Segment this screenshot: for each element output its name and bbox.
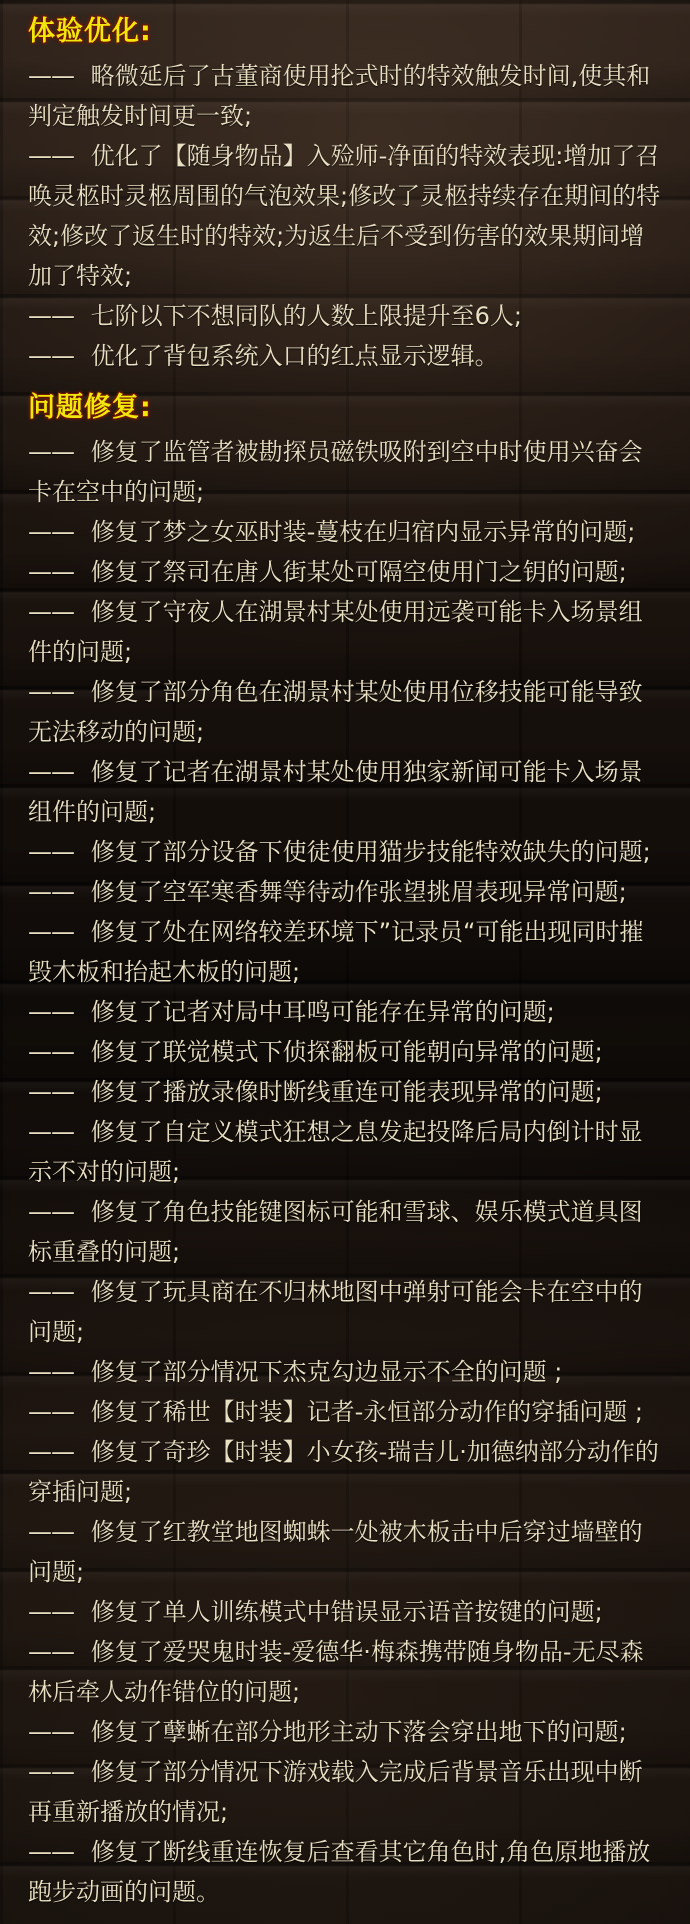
patch-note-item [28, 512, 664, 552]
patch-note-item [28, 552, 664, 592]
patch-note-item [28, 296, 664, 336]
bullet-dash: —— [28, 1718, 74, 1746]
bullet-dash: —— [28, 438, 74, 466]
patch-note-text: 修复了监管者被勘探员磁铁吸附到空中时使用兴奋会卡在空中的问题; [28, 438, 643, 506]
patch-note-text: 修复了守夜人在湖景村某处使用远袭可能卡入场景组件的问题; [28, 598, 643, 666]
bullet-dash: —— [28, 1518, 74, 1546]
patch-note-item [28, 992, 664, 1032]
patch-note-item [28, 672, 664, 752]
bullet-dash: —— [28, 998, 74, 1026]
patch-note-text: 优化了背包系统入口的红点显示逻辑。 [83, 342, 499, 370]
section-bug-fixes [28, 388, 664, 1912]
patch-note-item [28, 752, 664, 832]
bullet-dash: —— [28, 918, 74, 946]
bullet-dash: —— [28, 878, 74, 906]
section-experience-optimization [28, 12, 664, 376]
patch-note-item [28, 1752, 664, 1832]
patch-note-item [28, 432, 664, 512]
bullet-dash: —— [28, 838, 74, 866]
patch-note-text: 修复了孽蜥在部分地形主动下落会穿出地下的问题; [83, 1718, 627, 1746]
patch-note-item [28, 1072, 664, 1112]
bullet-dash: —— [28, 342, 74, 370]
bullet-dash: —— [28, 1758, 74, 1786]
patch-note-text: 修复了爱哭鬼时装-爱德华·梅森携带随身物品-无尽森林后牵人动作错位的问题; [28, 1638, 644, 1706]
patch-note-item [28, 136, 664, 296]
patch-note-item [28, 1352, 664, 1392]
patch-note-text: 修复了自定义模式狂想之息发起投降后局内倒计时显示不对的问题; [28, 1118, 643, 1186]
bullet-dash: —— [28, 1438, 74, 1466]
patch-note-text: 修复了部分情况下杰克勾边显示不全的问题 ; [83, 1358, 563, 1386]
patch-note-item [28, 1192, 664, 1272]
patch-note-item [28, 832, 664, 872]
patch-note-item [28, 1272, 664, 1352]
patch-note-item [28, 56, 664, 136]
patch-note-text: 修复了奇珍【时装】小女孩-瑞吉儿·加德纳部分动作的穿插问题; [28, 1438, 659, 1506]
patch-note-text: 修复了角色技能键图标可能和雪球、娱乐模式道具图标重叠的问题; [28, 1198, 643, 1266]
section-title-experience-optimization: 体验优化: [28, 16, 152, 47]
bullet-dash: —— [28, 1638, 74, 1666]
bullet-dash: —— [28, 302, 74, 330]
bullet-dash: —— [28, 758, 74, 786]
patch-note-text: 修复了联觉模式下侦探翻板可能朝向异常的问题; [83, 1038, 603, 1066]
patch-note-item [28, 1432, 664, 1512]
patch-note-text: 修复了部分设备下使徒使用猫步技能特效缺失的问题; [83, 838, 651, 866]
bullet-dash: —— [28, 1118, 74, 1146]
patch-note-text: 优化了【随身物品】入殓师-净面的特效表现:增加了召唤灵柩时灵柩周围的气泡效果;修改了灵柩持续存在期间的特效;修改了返生时的特效;为返生后不受到伤害的效果期间增加了特效; [28, 142, 661, 290]
bullet-dash: —— [28, 598, 74, 626]
bullet-dash: —— [28, 1038, 74, 1066]
patch-note-item [28, 1832, 664, 1912]
patch-note-item [28, 592, 664, 672]
bug-fixes-items [28, 432, 664, 1912]
bullet-dash: —— [28, 1078, 74, 1106]
bullet-dash: —— [28, 518, 74, 546]
patch-note-text: 修复了祭司在唐人街某处可隔空使用门之钥的问题; [83, 558, 627, 586]
patch-note-text: 修复了部分角色在湖景村某处使用位移技能可能导致无法移动的问题; [28, 678, 643, 746]
patch-note-item [28, 1392, 664, 1432]
patch-note-text: 修复了单人训练模式中错误显示语音按键的问题; [83, 1598, 603, 1626]
patch-note-text: 修复了断线重连恢复后查看其它角色时,角色原地播放跑步动画的问题。 [28, 1838, 651, 1906]
patch-note-item [28, 1512, 664, 1592]
bullet-dash: —— [28, 558, 74, 586]
patch-note-item [28, 912, 664, 992]
bullet-dash: —— [28, 1358, 74, 1386]
bullet-dash: —— [28, 1598, 74, 1626]
experience-optimization-items [28, 56, 664, 376]
bullet-dash: —— [28, 1278, 74, 1306]
patch-note-text: 修复了播放录像时断线重连可能表现异常的问题; [83, 1078, 603, 1106]
patch-note-item [28, 336, 664, 376]
patch-note-text: 略微延后了古董商使用抡式时的特效触发时间,使其和判定触发时间更一致; [28, 62, 651, 130]
patch-note-text: 修复了空军寒香舞等待动作张望挑眉表现异常问题; [83, 878, 627, 906]
patch-note-text: 修复了处在网络较差环境下”记录员“可能出现同时摧毁木板和抬起木板的问题; [28, 918, 644, 986]
patch-note-text: 七阶以下不想同队的人数上限提升至6人; [83, 302, 522, 330]
section-title-bug-fixes: 问题修复: [28, 392, 152, 423]
patch-note-text: 修复了记者在湖景村某处使用独家新闻可能卡入场景组件的问题; [28, 758, 643, 826]
patch-note-item [28, 872, 664, 912]
patch-note-item [28, 1712, 664, 1752]
bullet-dash: —— [28, 678, 74, 706]
bullet-dash: —— [28, 142, 74, 170]
patch-note-item [28, 1632, 664, 1712]
bullet-dash: —— [28, 1838, 74, 1866]
patch-note-text: 修复了玩具商在不归林地图中弹射可能会卡在空中的问题; [28, 1278, 643, 1346]
bullet-dash: —— [28, 1198, 74, 1226]
patch-note-item [28, 1032, 664, 1072]
patch-note-text: 修复了红教堂地图蜘蛛一处被木板击中后穿过墙壁的问题; [28, 1518, 643, 1586]
bullet-dash: —— [28, 1398, 74, 1426]
patch-note-text: 修复了部分情况下游戏载入完成后背景音乐出现中断再重新播放的情况; [28, 1758, 643, 1826]
patch-note-text: 修复了记者对局中耳鸣可能存在异常的问题; [83, 998, 555, 1026]
patch-note-text: 修复了稀世【时装】记者-永恒部分动作的穿插问题 ; [83, 1398, 644, 1426]
bullet-dash: —— [28, 62, 74, 90]
patch-note-item [28, 1592, 664, 1632]
patch-note-text: 修复了梦之女巫时装-蔓枝在归宿内显示异常的问题; [83, 518, 636, 546]
patch-note-item [28, 1112, 664, 1192]
